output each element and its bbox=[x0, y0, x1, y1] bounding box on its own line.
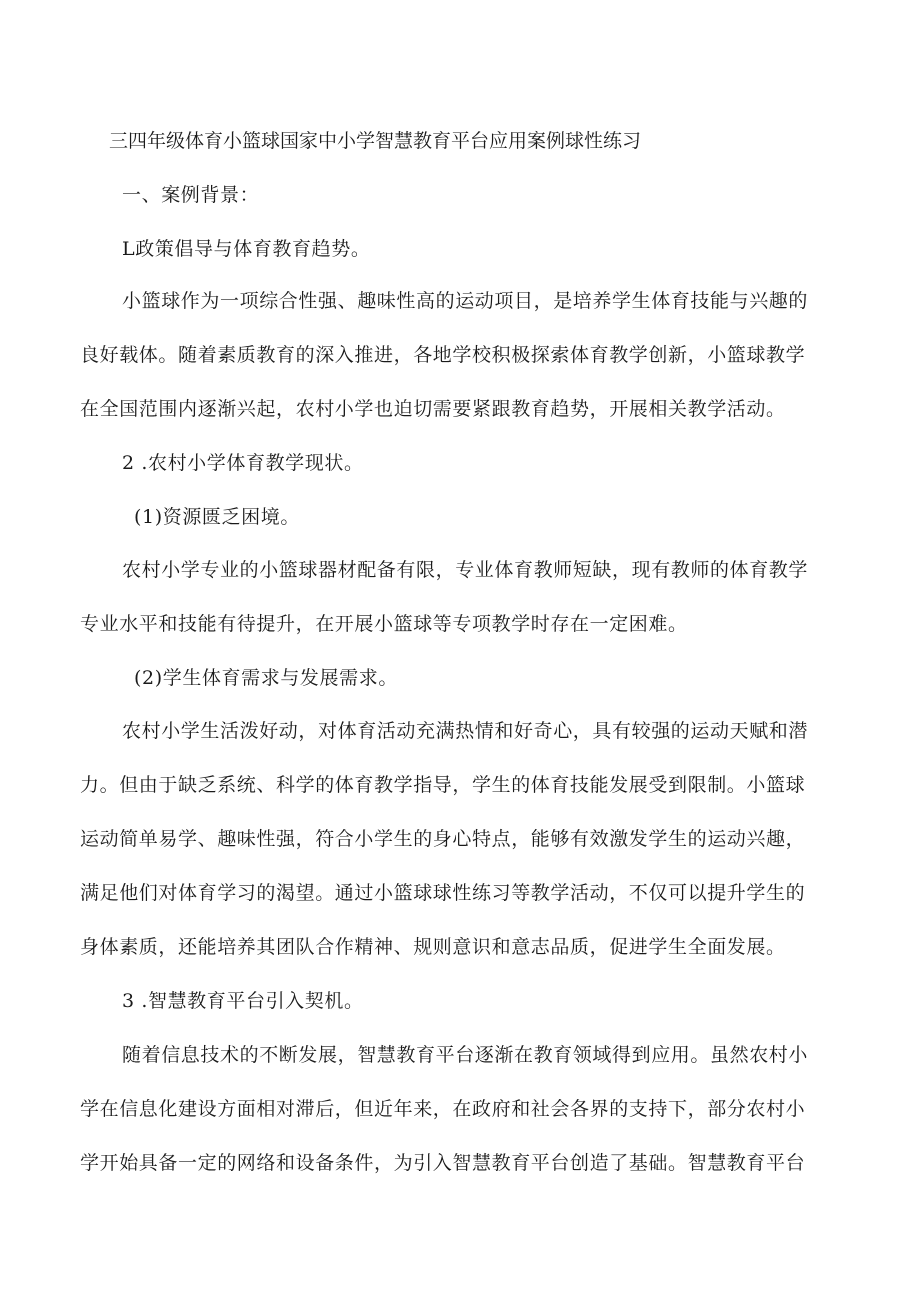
item-heading-rural-status: 2 .农村小学体育教学现状。 bbox=[122, 452, 364, 474]
paragraph-line: 在全国范围内逐渐兴起，农村小学也迫切需要紧跟教育趋势，开展相关教学活动。 bbox=[80, 398, 786, 420]
paragraph-line: 随着信息技术的不断发展，智慧教育平台逐渐在教育领域得到应用。虽然农村小 bbox=[122, 1044, 809, 1066]
paragraph-line: 学在信息化建设方面相对滞后，但近年来，在政府和社会各界的支持下，部分农村小 bbox=[80, 1098, 806, 1120]
sub-heading-resources: (1)资源匮乏困境。 bbox=[134, 506, 300, 528]
paragraph-line: 农村小学生活泼好动，对体育活动充满热情和好奇心，具有较强的运动天赋和潜 bbox=[122, 720, 809, 742]
paragraph-line: 农村小学专业的小篮球器材配备有限，专业体育教师短缺，现有教师的体育教学 bbox=[122, 559, 809, 581]
paragraph-line: 专业水平和技能有待提升，在开展小篮球等专项教学时存在一定困难。 bbox=[80, 613, 688, 635]
paragraph-line: 满足他们对体育学习的渴望。通过小篮球球性练习等教学活动，不仅可以提升学生的 bbox=[80, 882, 806, 904]
document-title: 三四年级体育小篮球国家中小学智慧教育平台应用案例球性练习 bbox=[109, 130, 642, 152]
section-heading-background: 一、案例背景： bbox=[122, 184, 260, 206]
paragraph-line: 小篮球作为一项综合性强、趣味性高的运动项目，是培养学生体育技能与兴趣的 bbox=[122, 290, 809, 312]
paragraph-line: 力。但由于缺乏系统、科学的体育教学指导，学生的体育技能发展受到限制。小篮球 bbox=[80, 774, 806, 796]
paragraph-line: 学开始具备一定的网络和设备条件，为引入智慧教育平台创造了基础。智慧教育平台 bbox=[80, 1152, 806, 1174]
item-heading-policy: L政策倡导与体育教育趋势。 bbox=[122, 238, 371, 260]
sub-heading-student-needs: (2)学生体育需求与发展需求。 bbox=[134, 667, 398, 689]
paragraph-line: 身体素质，还能培养其团队合作精神、规则意识和意志品质，促进学生全面发展。 bbox=[80, 936, 786, 958]
paragraph-line: 运动简单易学、趣味性强，符合小学生的身心特点，能够有效激发学生的运动兴趣， bbox=[80, 828, 806, 850]
paragraph-line: 良好载体。随着素质教育的深入推进，各地学校积极探索体育教学创新，小篮球教学 bbox=[80, 344, 806, 366]
item-heading-platform: 3 .智慧教育平台引入契机。 bbox=[122, 990, 364, 1012]
